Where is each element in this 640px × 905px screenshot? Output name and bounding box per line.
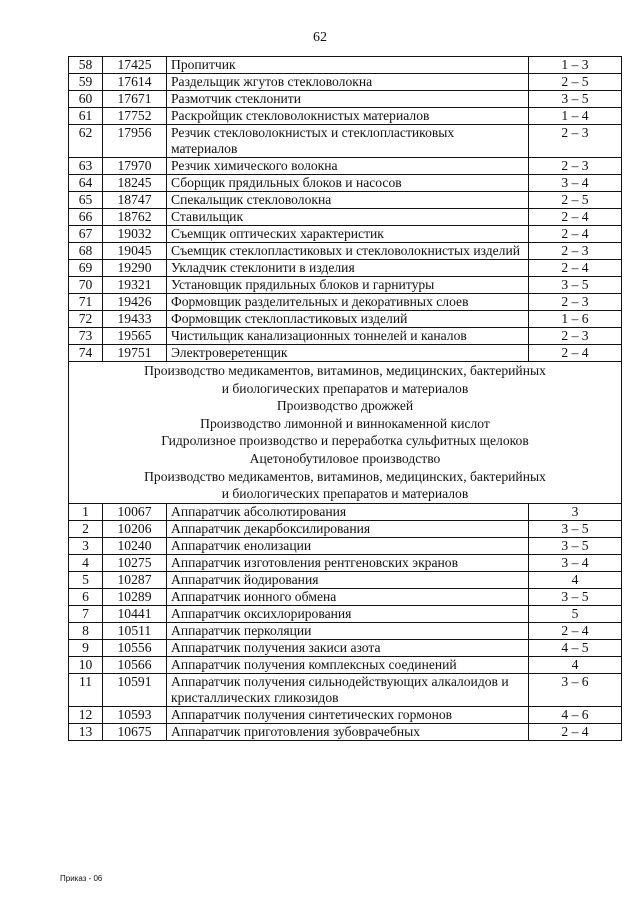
row-number: 2 [69, 520, 103, 537]
profession-title: Аппаратчик ионного обмена [167, 588, 529, 605]
profession-title: Спекальщик стекловолокна [167, 192, 529, 209]
table-row [69, 503, 622, 520]
profession-code: 10675 [103, 723, 167, 740]
row-number: 66 [69, 209, 103, 226]
grade-range: 2 – 4 [529, 345, 622, 362]
row-number: 61 [69, 108, 103, 125]
table-row [69, 57, 622, 74]
table-row [69, 328, 622, 345]
grade-range: 2 – 3 [529, 328, 622, 345]
profession-code: 17970 [103, 158, 167, 175]
grade-range: 4 [529, 571, 622, 588]
profession-title: Установщик прядильных блоков и гарнитуры [167, 277, 529, 294]
table-row [69, 639, 622, 656]
grade-range: 3 – 5 [529, 277, 622, 294]
section-heading-line: Производство дрожжей [276, 398, 414, 414]
profession-code: 19565 [103, 328, 167, 345]
profession-title: Аппаратчик изготовления рентгеновских экранов [167, 554, 529, 571]
profession-code: 10593 [103, 706, 167, 723]
table-row [69, 673, 622, 706]
section-header-block [69, 362, 622, 504]
profession-title: Формовщик стеклопластиковых изделий [167, 311, 529, 328]
section-heading-line: Производство лимонной и виннокаменной кислот [200, 415, 490, 431]
profession-title: Ставильщик [167, 209, 529, 226]
grade-range: 2 – 3 [529, 125, 622, 158]
profession-title: Съемщик оптических характеристик [167, 226, 529, 243]
table-row [69, 723, 622, 740]
table-row [69, 277, 622, 294]
profession-code: 19426 [103, 294, 167, 311]
table-row [69, 554, 622, 571]
profession-code: 10556 [103, 639, 167, 656]
row-number: 64 [69, 175, 103, 192]
profession-title: Аппаратчик получения синтетических гормонов [167, 706, 529, 723]
grade-range: 3 – 5 [529, 520, 622, 537]
profession-code: 10206 [103, 520, 167, 537]
grade-range: 3 – 5 [529, 537, 622, 554]
section-header-row [69, 362, 622, 504]
table-row [69, 209, 622, 226]
profession-code: 18747 [103, 192, 167, 209]
profession-code: 10441 [103, 605, 167, 622]
grade-range: 2 – 3 [529, 158, 622, 175]
grade-range: 2 – 3 [529, 243, 622, 260]
profession-code: 19321 [103, 277, 167, 294]
table-row [69, 706, 622, 723]
section-heading-line: Гидролизное производство и переработка сульфитных щелоков [161, 433, 529, 449]
table-row [69, 74, 622, 91]
profession-code: 10511 [103, 622, 167, 639]
row-number: 63 [69, 158, 103, 175]
profession-title: Резчик стекловолокнистых и стеклопластиковых материалов [167, 125, 529, 158]
row-number: 67 [69, 226, 103, 243]
profession-title: Раскройщик стекловолокнистых материалов [167, 108, 529, 125]
grade-range: 2 – 4 [529, 260, 622, 277]
grade-range: 2 – 4 [529, 723, 622, 740]
grade-range: 4 [529, 656, 622, 673]
grade-range: 1 – 4 [529, 108, 622, 125]
table-row [69, 656, 622, 673]
profession-code: 19032 [103, 226, 167, 243]
row-number: 65 [69, 192, 103, 209]
row-number: 13 [69, 723, 103, 740]
profession-code: 17425 [103, 57, 167, 74]
profession-title: Размотчик стеклонити [167, 91, 529, 108]
grade-range: 1 – 6 [529, 311, 622, 328]
grade-range: 2 – 4 [529, 226, 622, 243]
profession-code: 17752 [103, 108, 167, 125]
profession-title: Аппаратчик получения сильнодействующих алкалоидов и кристаллических гликозидов [167, 673, 529, 706]
section-heading-line: Ацетонобутиловое производство [249, 450, 441, 466]
section-heading-line: и биологических препаратов и материалов [221, 380, 469, 396]
table-row [69, 571, 622, 588]
grade-range: 2 – 5 [529, 74, 622, 91]
profession-code: 10289 [103, 588, 167, 605]
profession-code: 10240 [103, 537, 167, 554]
grade-range: 3 [529, 503, 622, 520]
row-number: 7 [69, 605, 103, 622]
grade-range: 2 – 3 [529, 294, 622, 311]
profession-code: 19751 [103, 345, 167, 362]
table-row [69, 605, 622, 622]
profession-title: Формовщик разделительных и декоративных слоев [167, 294, 529, 311]
profession-code: 17614 [103, 74, 167, 91]
table-row [69, 537, 622, 554]
table-row [69, 588, 622, 605]
profession-code: 19045 [103, 243, 167, 260]
profession-title: Сборщик прядильных блоков и насосов [167, 175, 529, 192]
profession-code: 19290 [103, 260, 167, 277]
grade-range: 2 – 4 [529, 622, 622, 639]
row-number: 69 [69, 260, 103, 277]
table-row [69, 91, 622, 108]
professions-table [68, 56, 622, 741]
table-row [69, 260, 622, 277]
profession-code: 19433 [103, 311, 167, 328]
row-number: 5 [69, 571, 103, 588]
grade-range: 4 – 6 [529, 706, 622, 723]
table-row [69, 192, 622, 209]
row-number: 6 [69, 588, 103, 605]
profession-title: Аппаратчик получения закиси азота [167, 639, 529, 656]
section-heading-line: Производство медикаментов, витаминов, медицинских, бактерийных [144, 363, 546, 378]
grade-range: 3 – 4 [529, 554, 622, 571]
profession-title: Укладчик стеклонити в изделия [167, 260, 529, 277]
profession-title: Аппаратчик йодирования [167, 571, 529, 588]
profession-title: Резчик химического волокна [167, 158, 529, 175]
table-row [69, 125, 622, 158]
profession-title: Аппаратчик получения комплексных соединений [167, 656, 529, 673]
profession-code: 17956 [103, 125, 167, 158]
table-row [69, 345, 622, 362]
profession-title: Аппаратчик приготовления зубоврачебных [167, 723, 529, 740]
table-row [69, 226, 622, 243]
grade-range: 1 – 3 [529, 57, 622, 74]
profession-code: 18762 [103, 209, 167, 226]
profession-title: Аппаратчик енолизации [167, 537, 529, 554]
profession-code: 18245 [103, 175, 167, 192]
table-row [69, 294, 622, 311]
table-row [69, 108, 622, 125]
grade-range: 4 – 5 [529, 639, 622, 656]
row-number: 11 [69, 673, 103, 706]
table-row [69, 311, 622, 328]
grade-range: 3 – 5 [529, 91, 622, 108]
row-number: 10 [69, 656, 103, 673]
row-number: 9 [69, 639, 103, 656]
section-heading-line: Производство медикаментов, витаминов, медицинских, бактерийных [144, 468, 546, 484]
profession-code: 10275 [103, 554, 167, 571]
row-number: 60 [69, 91, 103, 108]
grade-range: 2 – 4 [529, 209, 622, 226]
profession-title: Аппаратчик оксихлорирования [167, 605, 529, 622]
row-number: 3 [69, 537, 103, 554]
grade-range: 3 – 5 [529, 588, 622, 605]
row-number: 59 [69, 74, 103, 91]
table-row [69, 175, 622, 192]
grade-range: 2 – 5 [529, 192, 622, 209]
profession-code: 10566 [103, 656, 167, 673]
profession-title: Чистильщик канализационных тоннелей и каналов [167, 328, 529, 345]
profession-title: Аппаратчик абсолютирования [167, 503, 529, 520]
row-number: 68 [69, 243, 103, 260]
row-number: 62 [69, 125, 103, 158]
table-body-top [69, 57, 622, 362]
profession-title: Аппаратчик декарбоксилирования [167, 520, 529, 537]
table-row [69, 622, 622, 639]
row-number: 71 [69, 294, 103, 311]
page-number: 62 [313, 30, 327, 45]
row-number: 4 [69, 554, 103, 571]
profession-title: Электроверетенщик [167, 345, 529, 362]
row-number: 73 [69, 328, 103, 345]
row-number: 1 [69, 503, 103, 520]
footer-note: Приказ - 06 [60, 874, 103, 883]
profession-title: Съемщик стеклопластиковых и стекловолокнистых изделий [167, 243, 529, 260]
row-number: 72 [69, 311, 103, 328]
section-headings [69, 362, 622, 504]
grade-range: 3 – 4 [529, 175, 622, 192]
table-body-bottom [69, 503, 622, 740]
table-row [69, 158, 622, 175]
profession-title: Аппаратчик перколяции [167, 622, 529, 639]
profession-code: 10287 [103, 571, 167, 588]
row-number: 74 [69, 345, 103, 362]
profession-title: Пропитчик [167, 57, 529, 74]
table-row [69, 520, 622, 537]
profession-code: 10067 [103, 503, 167, 520]
row-number: 8 [69, 622, 103, 639]
grade-range: 3 – 6 [529, 673, 622, 706]
row-number: 58 [69, 57, 103, 74]
table-row [69, 243, 622, 260]
profession-code: 10591 [103, 673, 167, 706]
row-number: 70 [69, 277, 103, 294]
profession-title: Раздельщик жгутов стекловолокна [167, 74, 529, 91]
row-number: 12 [69, 706, 103, 723]
grade-range: 5 [529, 605, 622, 622]
profession-code: 17671 [103, 91, 167, 108]
section-heading-line: и биологических препаратов и материалов [221, 486, 469, 502]
